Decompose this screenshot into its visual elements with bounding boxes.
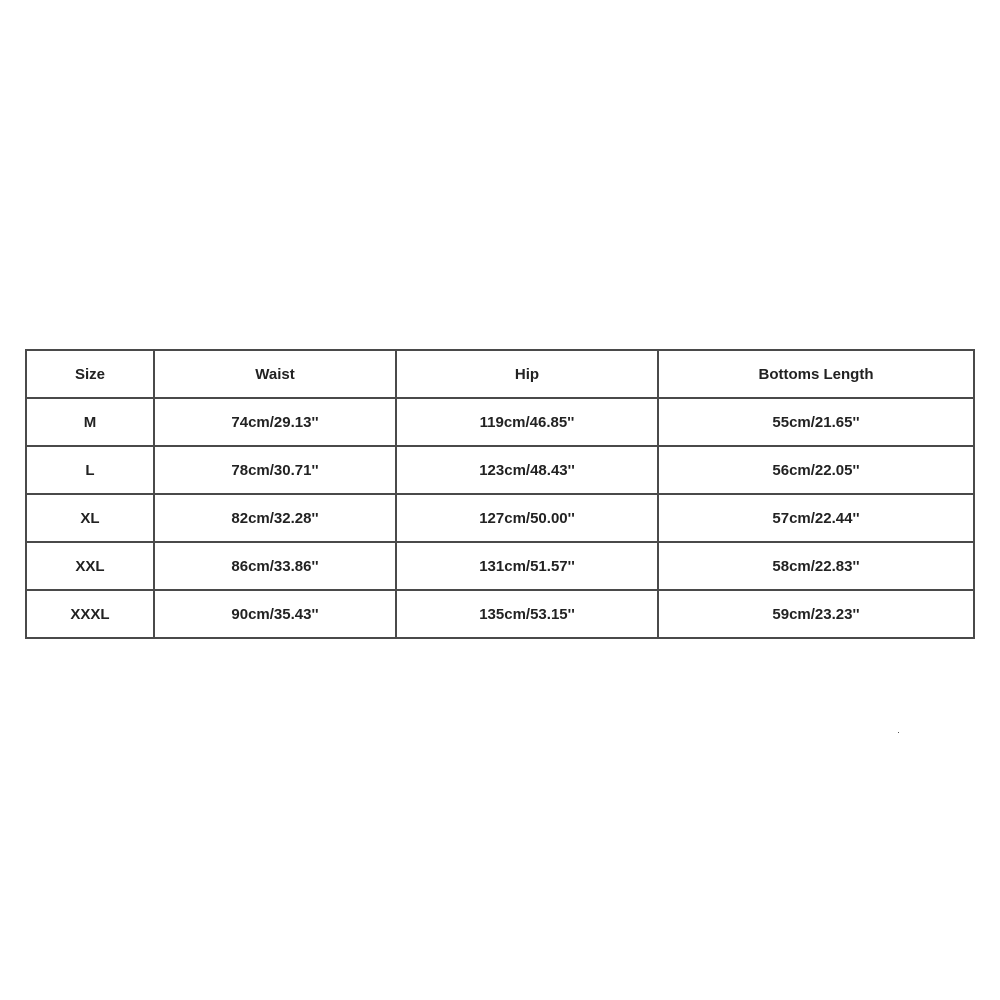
cell-bottoms-length: 57cm/22.44'' bbox=[658, 494, 974, 542]
table-row bbox=[26, 590, 974, 638]
cell-waist: 90cm/35.43'' bbox=[154, 590, 396, 638]
cell-bottoms-length: 58cm/22.83'' bbox=[658, 542, 974, 590]
header-size: Size bbox=[26, 350, 154, 398]
cell-size: XXL bbox=[26, 542, 154, 590]
table-header-row bbox=[26, 350, 974, 398]
cell-size: L bbox=[26, 446, 154, 494]
cell-waist: 74cm/29.13'' bbox=[154, 398, 396, 446]
cell-hip: 119cm/46.85'' bbox=[396, 398, 658, 446]
cell-bottoms-length: 56cm/22.05'' bbox=[658, 446, 974, 494]
header-hip: Hip bbox=[396, 350, 658, 398]
cell-waist: 86cm/33.86'' bbox=[154, 542, 396, 590]
header-waist: Waist bbox=[154, 350, 396, 398]
cell-size: XXXL bbox=[26, 590, 154, 638]
cell-size: M bbox=[26, 398, 154, 446]
cell-hip: 135cm/53.15'' bbox=[396, 590, 658, 638]
table-row bbox=[26, 542, 974, 590]
header-bottoms-length: Bottoms Length bbox=[658, 350, 974, 398]
cell-hip: 127cm/50.00'' bbox=[396, 494, 658, 542]
cell-bottoms-length: 55cm/21.65'' bbox=[658, 398, 974, 446]
cell-hip: 123cm/48.43'' bbox=[396, 446, 658, 494]
table-row bbox=[26, 494, 974, 542]
cell-size: XL bbox=[26, 494, 154, 542]
cell-bottoms-length: 59cm/23.23'' bbox=[658, 590, 974, 638]
stray-dot bbox=[898, 732, 899, 733]
cell-hip: 131cm/51.57'' bbox=[396, 542, 658, 590]
size-chart-table bbox=[25, 349, 975, 639]
cell-waist: 78cm/30.71'' bbox=[154, 446, 396, 494]
table-row bbox=[26, 398, 974, 446]
table-row bbox=[26, 446, 974, 494]
cell-waist: 82cm/32.28'' bbox=[154, 494, 396, 542]
